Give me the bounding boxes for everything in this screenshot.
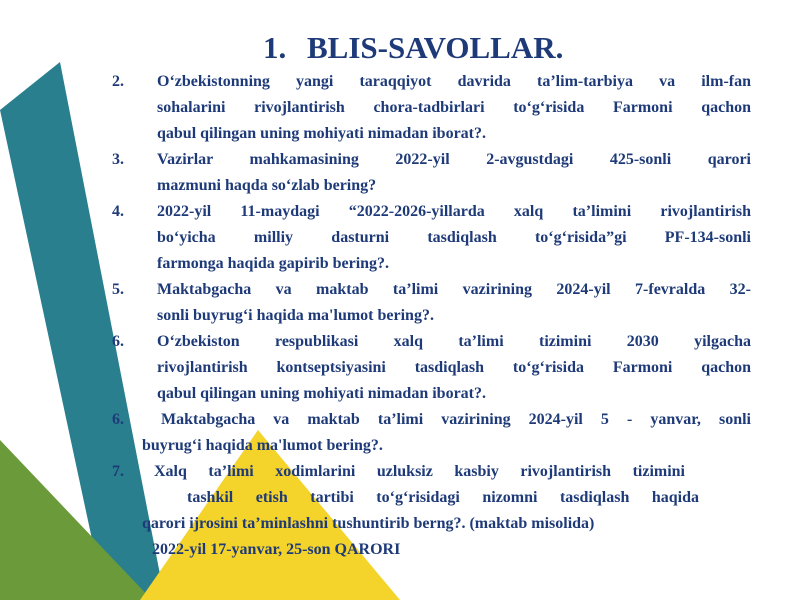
item-line: O‘zbekistonning yangi taraqqiyot davrida ta’lim-tarbiya va ilm-fan [157,73,751,90]
item-line: sohalarini rivojlantirish chora-tadbirlari to‘g‘risida Farmoni qachon [157,99,751,116]
item-line: mazmuni haqda so‘zlab bering? [157,177,377,194]
item-line: Maktabgacha va maktab ta’limi vazirining 2024-yil 5 - yanvar, sonli [161,411,751,428]
item-line: qabul qilingan uning mohiyati nimadan iborat?. [157,125,486,142]
item-number: 2. [112,73,124,90]
item-line: qarori ijrosini ta’minlashni tushuntirib berng?. (maktab misolida) [142,515,595,532]
item-line: 2022-yil 11-maydagi “2022-2026-yillarda xalq ta’limini rivojlantirish [157,203,751,220]
item-number: 4. [112,203,124,220]
item-number: 6. [112,411,124,428]
item-line: 2022-yil 17-yanvar, 25-son QARORI [152,541,401,558]
item-line: Maktabgacha va maktab ta’limi vazirining 2024-yil 7-fevralda 32- [157,281,751,298]
item-line: O‘zbekiston respublikasi xalq ta’limi tizimini 2030 yilgacha [157,333,751,350]
item-line: Vazirlar mahkamasining 2022-yil 2-avgustdagi 425-sonli qarori [157,151,751,168]
item-line: buyrug‘i haqida ma'lumot bering?. [142,437,383,454]
item-number: 7. [112,463,124,480]
item-line: rivojlantirish kontseptsiyasini tasdiqlash to‘g‘risida Farmoni qachon [157,359,751,376]
item-line: bo‘yicha milliy dasturni tasdiqlash to‘g‘risida”gi PF-134-sonli [157,229,751,246]
item-line: Xalq ta’limi xodimlarini uzluksiz kasbiy rivojlantirish tizimini [154,463,685,480]
item-line: qabul qilingan uning mohiyati nimadan iborat?. [157,385,486,402]
item-line: sonli buyrug‘i haqida ma'lumot bering?. [157,307,434,324]
title-number: 1. [263,30,287,65]
item-line: tashkil etish tartibi to‘g‘risidagi nizomni tasdiqlash haqida [187,489,699,506]
title-text: BLIS-SAVOLLAR. [307,30,564,65]
item-number: 5. [112,281,124,298]
item-number: 3. [112,151,124,168]
item-line: farmonga haqida gapirib bering?. [157,255,390,272]
item-number: 6. [112,333,124,350]
